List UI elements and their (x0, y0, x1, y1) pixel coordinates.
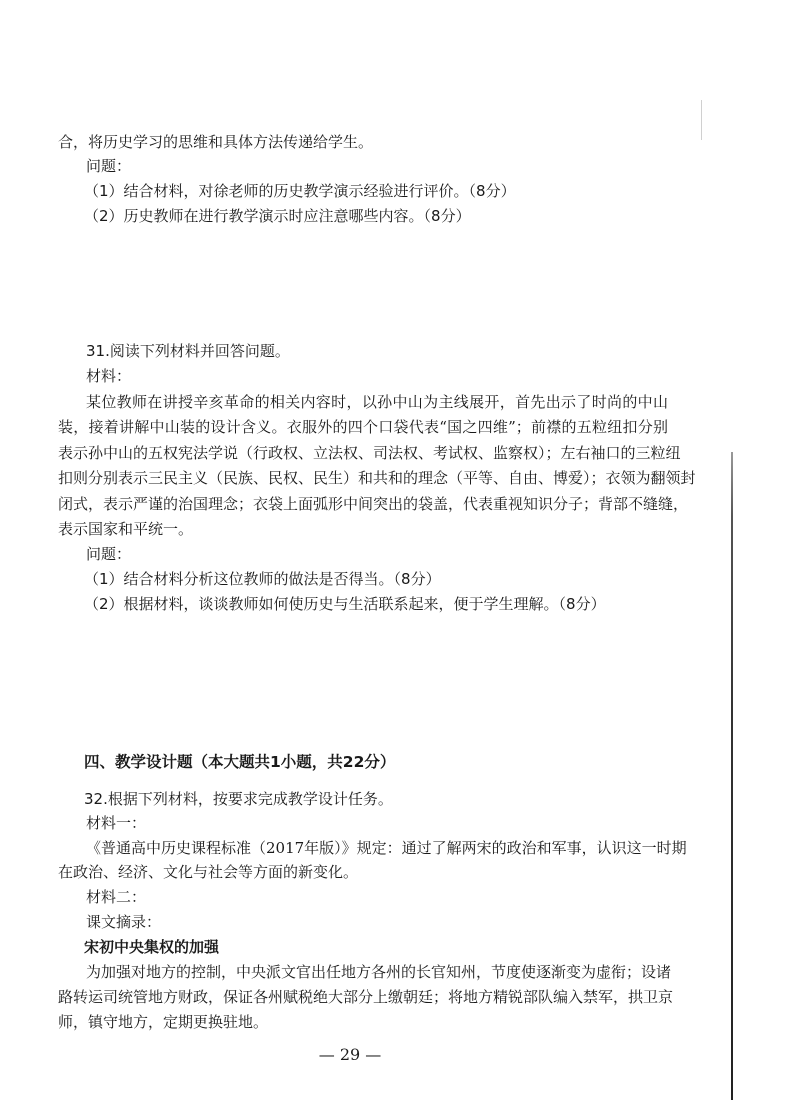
question-heading: 31.阅读下列材料并回答问题。 (86, 342, 290, 360)
scan-mark (701, 100, 702, 140)
question-label: 问题： (86, 157, 132, 175)
excerpt-line: 师，镇守地方，定期更换驻地。 (58, 1013, 269, 1031)
material-line: 某位教师在讲授辛亥革命的相关内容时，以孙中山为主线展开，首先出示了时尚的中山 (86, 393, 668, 411)
material-line: 闭式，表示严谨的治国理念；衣袋上面弧形中间突出的袋盖，代表重视知识分子；背部不缝缝， (58, 495, 689, 513)
excerpt-label: 课文摘录： (86, 913, 162, 931)
material-line: 在政治、经济、文化与社会等方面的新变化。 (58, 863, 359, 881)
section-title: 四、教学设计题（本大题共1小题，共22分） (84, 753, 396, 771)
question-heading: 32.根据下列材料，按要求完成教学设计任务。 (84, 790, 393, 808)
question-item: （2）历史教师在进行教学演示时应注意哪些内容。（8分） (84, 207, 471, 225)
material-line: 装，接着讲解中山装的设计含义。衣服外的四个口袋代表“国之四维”；前襟的五粒纽扣分别 (58, 418, 668, 436)
excerpt-line: 路转运司统管地方财政，保证各州赋税绝大部分上缴朝廷；将地方精锐部队编入禁军，拱卫京 (58, 988, 674, 1006)
excerpt-title: 宋初中央集权的加强 (84, 938, 220, 956)
question-item: （1）结合材料分析这位教师的做法是否得当。（8分） (84, 570, 441, 588)
material-line: 表示国家和平统一。 (58, 520, 194, 538)
material-label: 材料一： (86, 814, 147, 832)
excerpt-line: 为加强对地方的控制，中央派文官出任地方各州的长官知州，节度使逐渐变为虚衔；设诸 (86, 963, 672, 981)
question-item: （1）结合材料，对徐老师的历史教学演示经验进行评价。（8分） (84, 182, 516, 200)
material-label: 材料： (86, 367, 132, 385)
question-label: 问题： (86, 545, 132, 563)
material-label: 材料二： (86, 888, 147, 906)
scan-edge-line (731, 452, 733, 1100)
page-number: — 29 — (318, 1045, 382, 1064)
question-item: （2）根据材料，谈谈教师如何使历史与生活联系起来，便于学生理解。（8分） (84, 595, 606, 613)
material-line: 《普通高中历史课程标准（2017年版）》规定：通过了解两宋的政治和军事，认识这一时期 (86, 839, 687, 857)
continued-paragraph: 合，将历史学习的思维和具体方法传递给学生。 (58, 133, 374, 151)
material-line: 扣则分别表示三民主义（民族、民权、民生）和共和的理念（平等、自由、博爱）；衣领为翻领封 (58, 469, 696, 487)
material-line: 表示孙中山的五权宪法学说（行政权、立法权、司法权、考试权、监察权）；左右袖口的三粒纽 (58, 444, 681, 462)
